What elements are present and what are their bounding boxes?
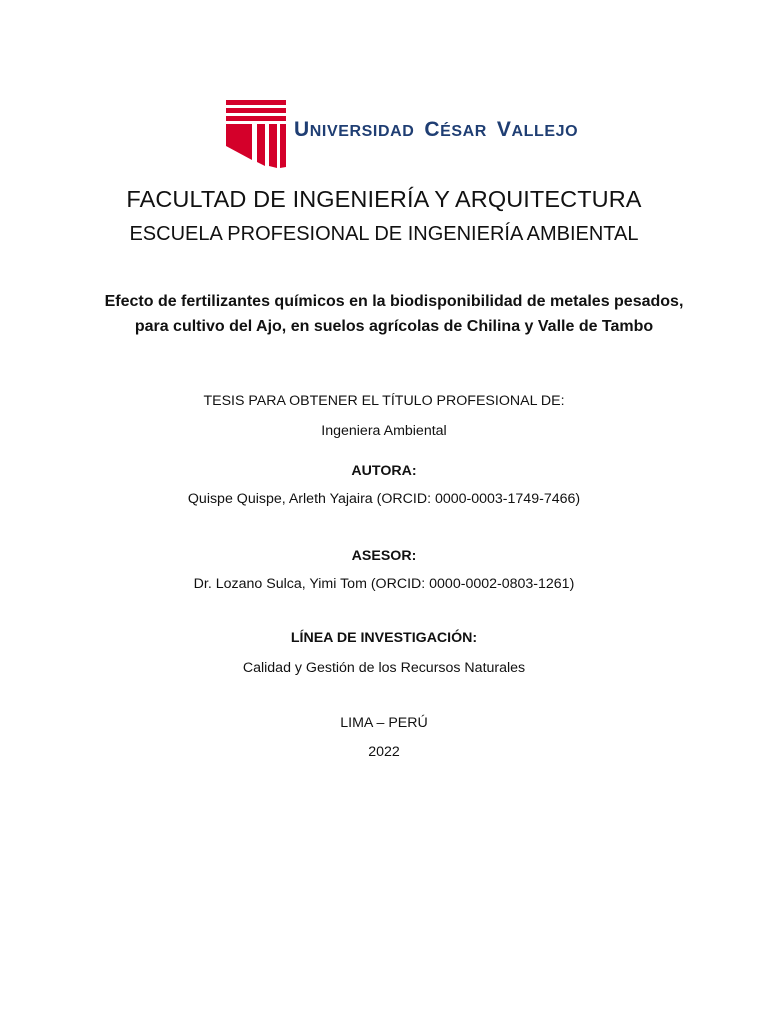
thesis-purpose: TESIS PARA OBTENER EL TÍTULO PROFESIONAL DE:: [203, 393, 565, 409]
author-name: Quispe Quispe, Arleth Yajaira (ORCID: 0000-0003-1749-7466): [187, 491, 581, 507]
crest-icon: [224, 98, 288, 170]
degree-name: Ingeniera Ambiental: [321, 423, 447, 439]
advisor-name: Dr. Lozano Sulca, Yimi Tom (ORCID: 0000-0002-0803-1261): [193, 576, 575, 592]
logo-letter-c: C: [424, 118, 441, 141]
research-line-value: Calidad y Gestión de los Recursos Naturales: [242, 660, 526, 676]
place: LIMA – PERÚ: [340, 715, 428, 731]
advisor-label: ASESOR:: [351, 548, 417, 564]
logo-word-vallejo: ALLEJO: [511, 123, 579, 140]
logo-word-cesar: ÉSAR: [440, 123, 487, 140]
university-name: [294, 118, 578, 142]
university-logo: [224, 98, 579, 170]
logo-letter-u: U: [294, 118, 310, 141]
research-line-label: LÍNEA DE INVESTIGACIÓN:: [290, 630, 478, 646]
faculty-heading: FACULTAD DE INGENIERÍA Y ARQUITECTURA: [126, 186, 642, 212]
logo-word-universidad: NIVERSIDAD: [309, 123, 415, 140]
logo-letter-v: V: [496, 118, 512, 141]
school-heading: ESCUELA PROFESIONAL DE INGENIERÍA AMBIENTAL: [129, 223, 639, 245]
thesis-title: Efecto de fertilizantes químicos en la biodisponibilidad de metales pesados, para cultivo del Ajo, en suelos agrícolas de Chilina y Valle de Tambo: [104, 293, 684, 335]
author-label: AUTORA:: [351, 463, 417, 479]
year: 2022: [368, 744, 400, 760]
